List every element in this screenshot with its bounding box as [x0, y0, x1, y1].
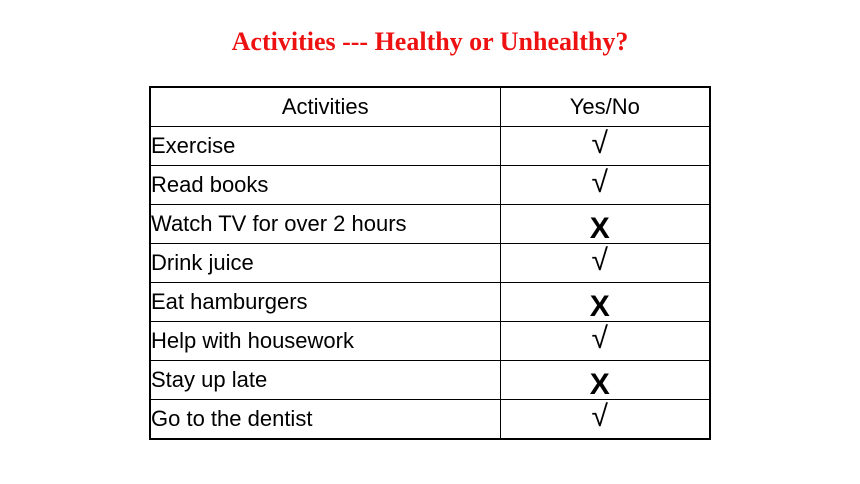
table-row: [150, 127, 710, 166]
table-row: [150, 205, 710, 244]
cross-mark-icon: X: [589, 368, 610, 401]
column-header-yes-no: Yes/No: [500, 87, 710, 127]
activity-cell: Drink juice: [150, 244, 500, 283]
table-row: [150, 166, 710, 205]
table-header-row: [150, 87, 710, 127]
table-row: [150, 400, 710, 440]
check-mark-icon: √: [591, 127, 608, 160]
table-row: [150, 244, 710, 283]
cross-mark-icon: X: [589, 212, 610, 245]
activity-cell: Go to the dentist: [150, 400, 500, 440]
check-mark-icon: √: [591, 322, 608, 355]
answer-cell: [500, 166, 710, 205]
answer-cell: [500, 205, 710, 244]
check-mark-icon: √: [591, 166, 608, 199]
table-row: [150, 283, 710, 322]
answer-cell: [500, 127, 710, 166]
activity-cell: Exercise: [150, 127, 500, 166]
column-header-activities: Activities: [150, 87, 500, 127]
answer-cell: [500, 244, 710, 283]
table-row: [150, 322, 710, 361]
activity-cell: Watch TV for over 2 hours: [150, 205, 500, 244]
answer-cell: [500, 361, 710, 400]
check-mark-icon: √: [591, 244, 608, 277]
activity-cell: Stay up late: [150, 361, 500, 400]
check-mark-icon: √: [591, 400, 608, 433]
activity-cell: Read books: [150, 166, 500, 205]
answer-cell: [500, 322, 710, 361]
table-row: [150, 361, 710, 400]
answer-cell: [500, 283, 710, 322]
activity-cell: Eat hamburgers: [150, 283, 500, 322]
page-title: Activities --- Healthy or Unhealthy?: [231, 27, 629, 56]
activities-table: [149, 86, 711, 440]
activity-cell: Help with housework: [150, 322, 500, 361]
answer-cell: [500, 400, 710, 440]
cross-mark-icon: X: [589, 290, 610, 323]
